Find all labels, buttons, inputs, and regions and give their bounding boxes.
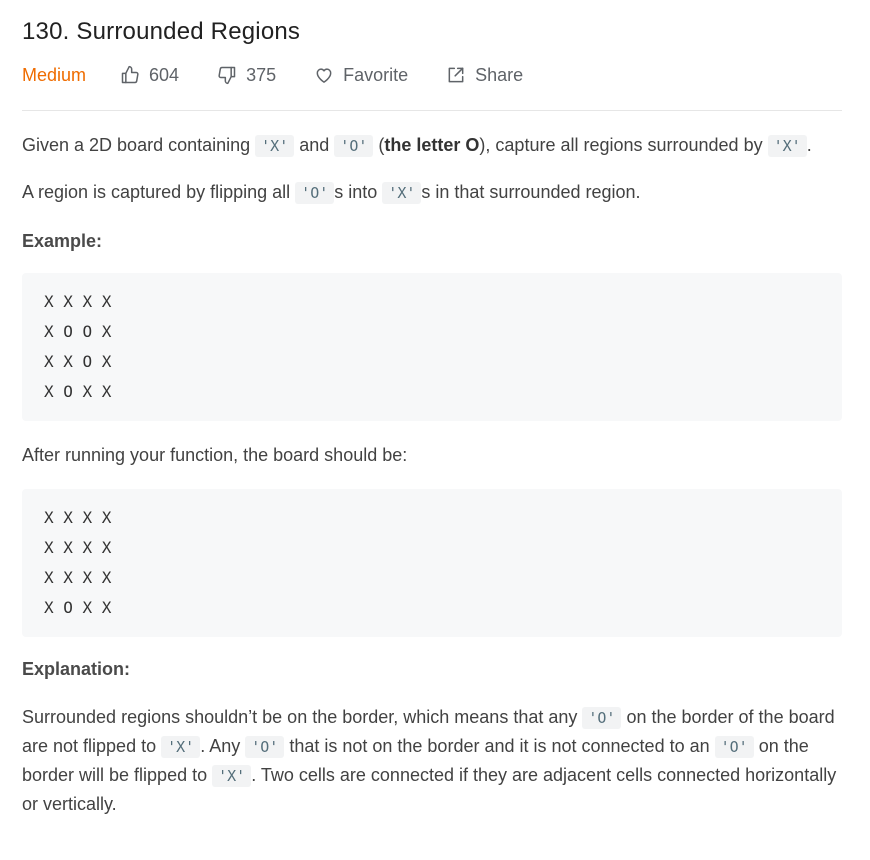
- board-row: X X X X: [44, 508, 112, 527]
- board-row: X X X X: [44, 292, 112, 311]
- dislike-button[interactable]: [217, 65, 276, 86]
- example-heading: Example:: [22, 231, 103, 251]
- inline-code: 'O': [334, 135, 373, 157]
- board-row: X X X X: [44, 538, 112, 557]
- board-row: X O X X: [44, 598, 112, 617]
- inline-code: 'X': [161, 736, 200, 758]
- favorite-label: Favorite: [343, 64, 409, 85]
- example-board-before: [22, 273, 842, 421]
- board-row: X X O X: [44, 352, 112, 371]
- board-row: X O O X: [44, 322, 112, 341]
- problem-description: [22, 131, 842, 818]
- description-paragraph-2: A region is captured by flipping all 'O' s into 'X' s in that surrounded region.: [22, 182, 641, 202]
- share-button[interactable]: [446, 65, 523, 86]
- heart-icon: [314, 65, 334, 85]
- header-divider: [22, 110, 842, 111]
- board-row: X O X X: [44, 382, 112, 401]
- like-count: 604: [149, 64, 180, 85]
- problem-title: 130. Surrounded Regions: [22, 18, 301, 45]
- inline-code: 'O': [582, 707, 621, 729]
- inline-code: 'O': [245, 736, 284, 758]
- thumbs-up-icon: [120, 65, 140, 85]
- difficulty-label: Medium: [22, 64, 87, 85]
- favorite-button[interactable]: [314, 65, 408, 86]
- description-paragraph-1: Given a 2D board containing 'X' and 'O' (the letter O), capture all regions surrounded by 'X' .: [22, 135, 812, 155]
- explanation-heading: Explanation:: [22, 659, 131, 679]
- share-label: Share: [475, 64, 524, 85]
- inline-code: 'X': [212, 765, 251, 787]
- dislike-count: 375: [246, 64, 277, 85]
- after-running-text: After running your function, the board should be:: [22, 445, 408, 465]
- share-icon: [446, 65, 466, 85]
- problem-meta-bar: [22, 62, 561, 88]
- inline-code: 'X': [255, 135, 294, 157]
- bold-text: the letter O: [384, 135, 480, 155]
- inline-code: 'O': [295, 182, 334, 204]
- thumbs-down-icon: [217, 65, 237, 85]
- like-button[interactable]: [120, 65, 179, 86]
- inline-code: 'X': [382, 182, 421, 204]
- inline-code: 'X': [768, 135, 807, 157]
- board-row: X X X X: [44, 568, 112, 587]
- inline-code: 'O': [715, 736, 754, 758]
- explanation-paragraph: Surrounded regions shouldn’t be on the border, which means that any 'O' on the border of the board are not flipped to 'X' . Any 'O' that is not on the border and it is not connected to an 'O' on the border will be flipped to 'X' . Two cells are connected if they are adjacent cells connected horizontally or vertically.: [22, 707, 837, 814]
- example-board-after: [22, 489, 842, 637]
